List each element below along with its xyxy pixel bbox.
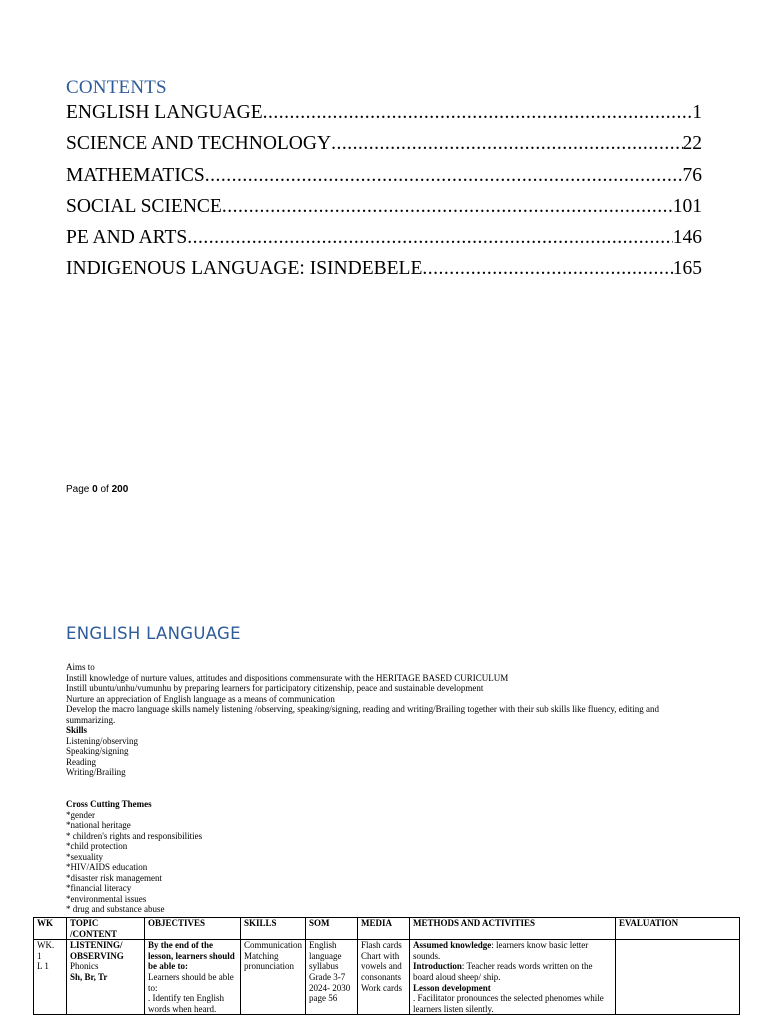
toc-entry[interactable]: [66, 227, 702, 258]
dev-label: Lesson development: [413, 982, 491, 993]
cell-wk: [34, 940, 67, 1015]
section-heading: ENGLISH LANGUAGE: [66, 624, 241, 643]
theme-item: *national heritage: [66, 820, 131, 831]
aim-item: Instill knowledge of nurture values, attitudes and dispositions commensurate with the HERITAGE BASED CURICULUM: [66, 672, 509, 683]
themes-title: Cross Cutting Themes: [66, 799, 152, 810]
cell-methods: [410, 940, 616, 1015]
toc-entry[interactable]: [66, 133, 702, 164]
dev-text: . Facilitator pronounces the selected phenomes while learners listen silently.: [413, 993, 604, 1014]
header-objectives: OBJECTIVES: [145, 918, 241, 940]
cell-skills: [241, 940, 306, 1015]
topic-line: Sh, Br, Tr: [70, 971, 108, 982]
toc-entry-page: 1: [692, 102, 702, 123]
footer-prefix: Page: [66, 484, 90, 495]
toc-leader-dots: [422, 258, 672, 280]
cell-evaluation: [616, 940, 740, 1015]
wk-line: 1: [37, 950, 42, 961]
wk-line: WK.: [37, 940, 55, 951]
header-topic: TOPIC /CONTENT: [67, 918, 145, 940]
table-of-contents: [66, 102, 702, 290]
theme-item: *disaster risk management: [66, 872, 162, 883]
footer-of: of: [100, 484, 109, 495]
toc-entry-page: 146: [672, 227, 702, 249]
spacer: [66, 778, 686, 799]
toc-leader-dots: [187, 227, 672, 249]
toc-entry-page: 165: [672, 258, 702, 280]
topic-line: Phonics: [70, 961, 99, 972]
objectives-intro: By the end of the lesson, learners should be able to:: [148, 940, 235, 972]
aim-item: Nurture an appreciation of English language as a means of communication: [66, 693, 335, 704]
media-line: Chart with vowels and consonants: [361, 950, 402, 982]
page-footer: [66, 484, 128, 495]
toc-entry-page: 76: [682, 164, 702, 186]
section-body: [66, 662, 686, 915]
aim-item: Develop the macro language skills namely listening /observing, speaking/signing, reading and writing/Brailing together with their sub skills like fluency, editing and summarizing.: [66, 704, 660, 725]
cell-objectives: [145, 940, 241, 1015]
toc-entry-label: MATHEMATICS: [66, 164, 205, 186]
header-media: MEDIA: [358, 918, 410, 940]
skills-title: Skills: [66, 725, 88, 736]
wk-line: L 1: [37, 961, 49, 972]
objectives-text: Learners should be able to:: [148, 971, 234, 993]
theme-item: *financial literacy: [66, 883, 132, 894]
theme-item: *gender: [66, 809, 95, 820]
toc-entry[interactable]: [66, 258, 702, 289]
toc-entry-label: ENGLISH LANGUAGE: [66, 102, 263, 123]
media-line: Work cards: [361, 982, 403, 993]
toc-entry-label: SOCIAL SCIENCE: [66, 195, 222, 217]
cell-topic: [67, 940, 145, 1015]
toc-entry[interactable]: [66, 102, 702, 133]
header-evaluation: EVALUATION: [616, 918, 740, 940]
scheme-of-work-table: [33, 917, 740, 1015]
header-wk: WK: [34, 918, 67, 940]
skill-item: Listening/observing: [66, 735, 138, 746]
header-methods: METHODS AND ACTIVITIES: [410, 918, 616, 940]
header-skills: SKILLS: [241, 918, 306, 940]
cell-media: [358, 940, 410, 1015]
footer-total-pages: 200: [111, 484, 129, 495]
objectives-item: . Identify ten English words when heard.: [148, 993, 224, 1014]
theme-item: * drug and substance abuse: [66, 904, 165, 915]
skill-item: Speaking/signing: [66, 746, 129, 757]
theme-item: * children's rights and responsibilities: [66, 830, 203, 841]
skill-line: Matching pronunciation: [244, 950, 294, 972]
intro-label: Introduction: [413, 961, 462, 972]
theme-item: *child protection: [66, 841, 128, 852]
topic-line: OBSERVING: [70, 950, 124, 961]
toc-entry-page: 22: [682, 133, 702, 155]
toc-entry-label: PE AND ARTS: [66, 227, 188, 249]
methods-intro: [413, 961, 612, 982]
toc-title: CONTENTS: [66, 77, 167, 98]
aim-item: Instill ubuntu/unhu/vumunhu by preparing learners for participatory citizenship, peace and sustainable development: [66, 683, 484, 694]
skill-line: Communication: [244, 940, 302, 951]
assumed-text: : learners know basic letter sounds.: [413, 940, 589, 961]
intro-text: : Teacher reads words written on the board aloud sheep/ ship.: [413, 961, 593, 982]
topic-line: LISTENING/: [70, 940, 123, 951]
toc-entry[interactable]: [66, 196, 702, 227]
toc-entry-label: INDIGENOUS LANGUAGE: ISINDEBELE: [66, 258, 423, 280]
table-header-row: [34, 918, 740, 940]
table-row: [34, 940, 740, 1015]
toc-leader-dots: [222, 196, 673, 218]
toc-leader-dots: [331, 133, 682, 155]
skill-item: Reading: [66, 756, 96, 767]
skill-item: Writing/Brailing: [66, 767, 126, 778]
footer-current-page: 0: [92, 484, 98, 495]
aims-title: Aims to: [66, 662, 95, 672]
methods-assumed: [413, 940, 612, 961]
toc-entry-page: 101: [672, 195, 702, 217]
assumed-label: Assumed knowledge: [413, 940, 492, 951]
media-line: Flash cards: [361, 940, 402, 951]
toc-leader-dots: [263, 102, 693, 124]
toc-leader-dots: [205, 165, 683, 187]
toc-entry[interactable]: [66, 165, 702, 196]
header-som: SOM: [306, 918, 358, 940]
theme-item: *environmental issues: [66, 893, 147, 904]
toc-entry-label: SCIENCE AND TECHNOLOGY: [66, 133, 332, 155]
theme-item: *HIV/AIDS education: [66, 862, 148, 873]
cell-som: English language syllabus Grade 3-7 2024- 2030 page 56: [306, 940, 358, 1015]
theme-item: *sexuality: [66, 851, 103, 862]
